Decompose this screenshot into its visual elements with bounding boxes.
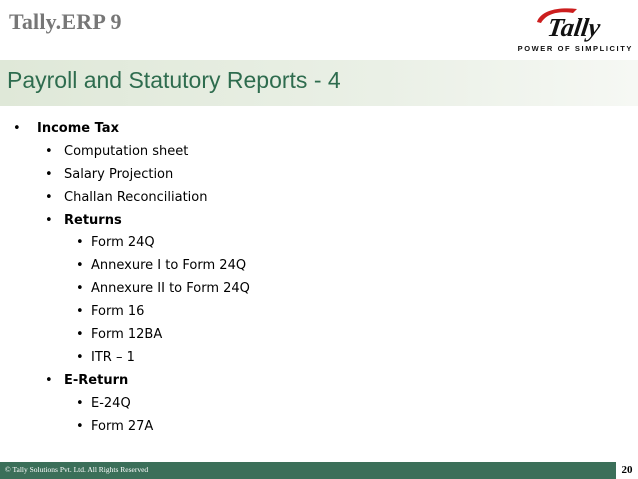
slide-title: Payroll and Statutory Reports - 4 (7, 67, 341, 93)
list-item (0, 301, 638, 324)
bullet-icon: • (76, 304, 84, 320)
list-item-label: Form 12BA (91, 327, 163, 343)
page-number: 20 (616, 462, 638, 479)
list-item-label: Form 27A (91, 418, 154, 434)
list-item (0, 393, 638, 416)
svg-text:Tally: Tally (545, 13, 603, 42)
list-item-label: ITR – 1 (91, 349, 135, 365)
tally-logo-mark (533, 4, 633, 44)
list-item-label: Computation sheet (64, 143, 189, 159)
list-item (0, 347, 638, 370)
list-item (0, 324, 638, 347)
list-item-label: E-Return (64, 372, 129, 388)
list-item (0, 370, 638, 393)
bullet-icon: • (76, 258, 84, 274)
bullet-icon: • (76, 281, 84, 297)
bullet-icon: • (76, 235, 84, 251)
tagline: POWER OF SIMPLICITY (517, 44, 633, 53)
list-item (0, 187, 638, 210)
list-item-label: Form 24Q (91, 235, 155, 251)
bullet-icon: • (76, 418, 84, 434)
product-title: Tally.ERP 9 (9, 9, 122, 34)
bullet-icon: • (76, 327, 84, 343)
list-item (0, 232, 638, 255)
bullet-icon: • (76, 395, 84, 411)
tally-logo (515, 4, 633, 56)
bullet-icon: • (45, 143, 53, 159)
list-item-label: Annexure II to Form 24Q (91, 281, 250, 297)
bullet-icon: • (45, 166, 53, 182)
bullet-icon: • (76, 349, 84, 365)
list-item (0, 278, 638, 301)
list-item-label: Returns (64, 212, 122, 228)
list-item-label: Annexure I to Form 24Q (91, 258, 247, 274)
list-item (0, 210, 638, 233)
bullet-icon: • (13, 121, 21, 136)
footer-bar (0, 462, 638, 479)
bullet-list (0, 118, 638, 438)
list-item (0, 255, 638, 278)
list-item (0, 141, 638, 164)
bullet-icon: • (45, 372, 53, 388)
list-item-label: E-24Q (91, 395, 131, 411)
list-item (0, 164, 638, 187)
list-item (0, 416, 638, 439)
list-item-label: Form 16 (91, 304, 145, 320)
header (0, 0, 638, 60)
list-item-label: Income Tax (37, 121, 119, 136)
bullet-icon: • (45, 212, 53, 228)
copyright-text: © Tally Solutions Pvt. Ltd. All Rights Reserved (5, 465, 149, 474)
list-item (0, 118, 638, 141)
list-item-label: Challan Reconciliation (64, 189, 208, 205)
list-item-label: Salary Projection (64, 166, 174, 182)
bullet-icon: • (45, 189, 53, 205)
